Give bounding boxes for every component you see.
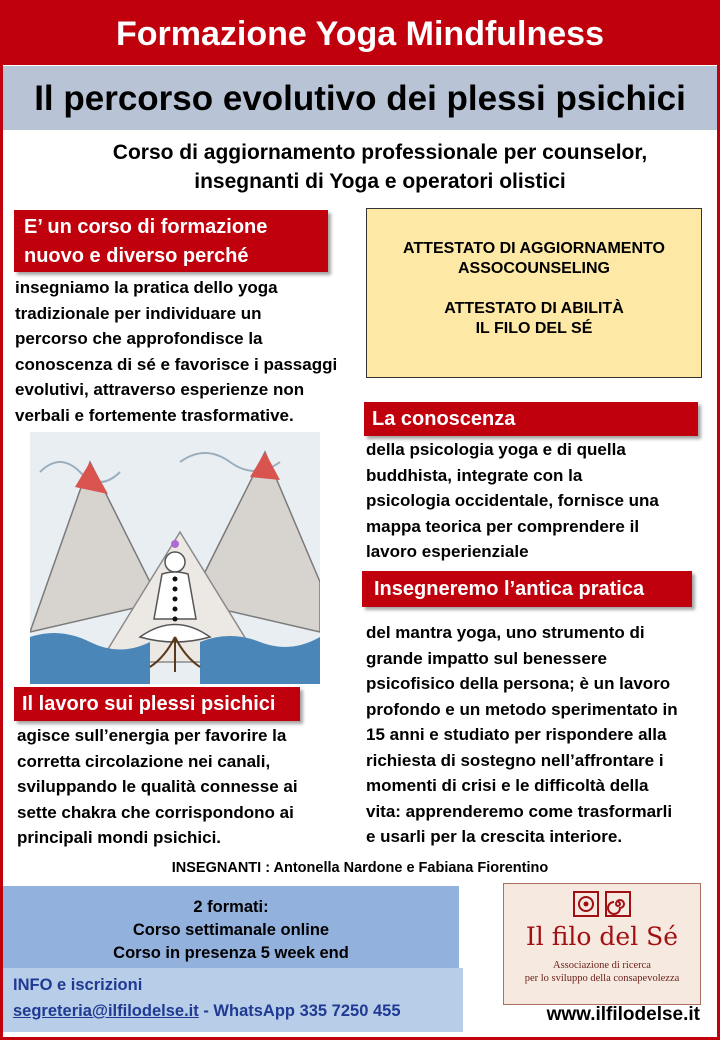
text-line: tradizionale per individuare un [15,303,262,323]
formats-line: 2 formati: [193,898,269,916]
certificate-box [366,208,702,378]
heading-line: nuovo e diverso perché [24,245,249,267]
text-line: della psicologia yoga e di quella [366,440,626,459]
text-line: conoscenza di sé e favorisce i passaggi [15,354,338,374]
page-subtitle: Il percorso evolutivo dei plessi psichici [3,66,717,130]
text-line: sette chakra che corrispondono ai [17,802,294,822]
text-line: agisce sull’energia per favorire la [17,726,287,745]
section-practice-text [366,620,714,850]
intro-line: Corso di aggiornamento professionale per counselor, [112,141,648,164]
cert-line: IL FILO DEL SÉ [475,320,593,337]
text-line: e usarli per la crescita interiore. [366,827,623,846]
text-line: lavoro esperienziale [366,542,529,561]
text-line: profondo e un metodo sperimentato in [366,699,678,719]
logo [503,883,701,1005]
cert-line: ASSOCOUNSELING [457,260,610,277]
formats-line: Corso in presenza 5 week end [113,944,349,962]
text-line: corretta circolazione nei canali, [17,751,271,771]
website-link[interactable]: www.ilfilodelse.it [546,1004,700,1025]
text-line: principali mondi psichici. [17,828,222,847]
heading-label: La conoscenza [372,408,516,430]
section-new-heading [14,210,328,272]
text-line: buddhista, integrate con la [366,465,583,485]
info-box [3,968,463,1032]
cert-line: ATTESTATO DI ABILITÀ [444,300,624,317]
text-line: richiesta di sostegno nell’affrontare i [366,750,664,770]
text-line: momenti di crisi e le difficoltà della [366,776,649,795]
text-line: mappa teorica per comprendere il [366,516,640,536]
section-knowledge-text [366,437,706,565]
meditation-illustration [30,432,320,684]
heading-label: Il lavoro sui plessi psichici [22,693,276,715]
teachers-line: INSEGNANTI : Antonella Nardone e Fabiana Fiorentino [171,860,549,876]
email-link[interactable]: segreteria@ilfilodelse.it [13,1002,199,1020]
whatsapp-text: - WhatsApp 335 7250 455 [198,1002,401,1020]
text-line: 15 anni e studiato per rispondere alla [366,725,667,744]
section-new-text [15,275,355,428]
heading-line: E’ un corso di formazione [24,216,268,238]
section-plexus-heading [14,687,300,721]
spiral-emblem-icon [572,890,632,920]
logo-subtitle: per lo sviluppo della consapevolezza [524,973,680,984]
text-line: verbali e fortemente trasformative. [15,405,294,425]
page-title: Formazione Yoga Mindfulness [3,3,717,65]
heading-label: Insegneremo l’antica pratica [374,578,645,600]
intro-text [60,138,700,196]
text-line: vita: apprenderemo come trasformarli [366,801,673,821]
section-knowledge-heading [364,402,698,436]
text-line: percorso che approfondisce la [15,329,263,348]
text-line: psicofisico della persona; è un lavoro [366,674,671,693]
text-line: del mantra yoga, uno strumento di [366,623,645,642]
cert-line: ATTESTATO DI AGGIORNAMENTO [403,240,665,257]
formats-box [3,886,459,968]
info-contact [13,1002,401,1021]
text-line: insegniamo la pratica dello yoga [15,278,278,297]
section-practice-heading [362,571,692,607]
section-plexus-text [17,723,357,851]
formats-line: Corso settimanale online [132,921,330,939]
logo-subtitle: Associazione di ricerca [553,960,651,971]
info-title: INFO e iscrizioni [13,976,143,994]
text-line: sviluppando le qualità connesse ai [17,777,298,796]
logo-title: Il filo del Sé [525,922,679,951]
intro-line: insegnanti di Yoga e operatori olistici [194,170,566,193]
text-line: psicologia occidentale, fornisce una [366,491,659,510]
text-line: evolutivi, attraverso esperienze non [15,380,305,399]
text-line: grande impatto sul benessere [366,648,607,668]
